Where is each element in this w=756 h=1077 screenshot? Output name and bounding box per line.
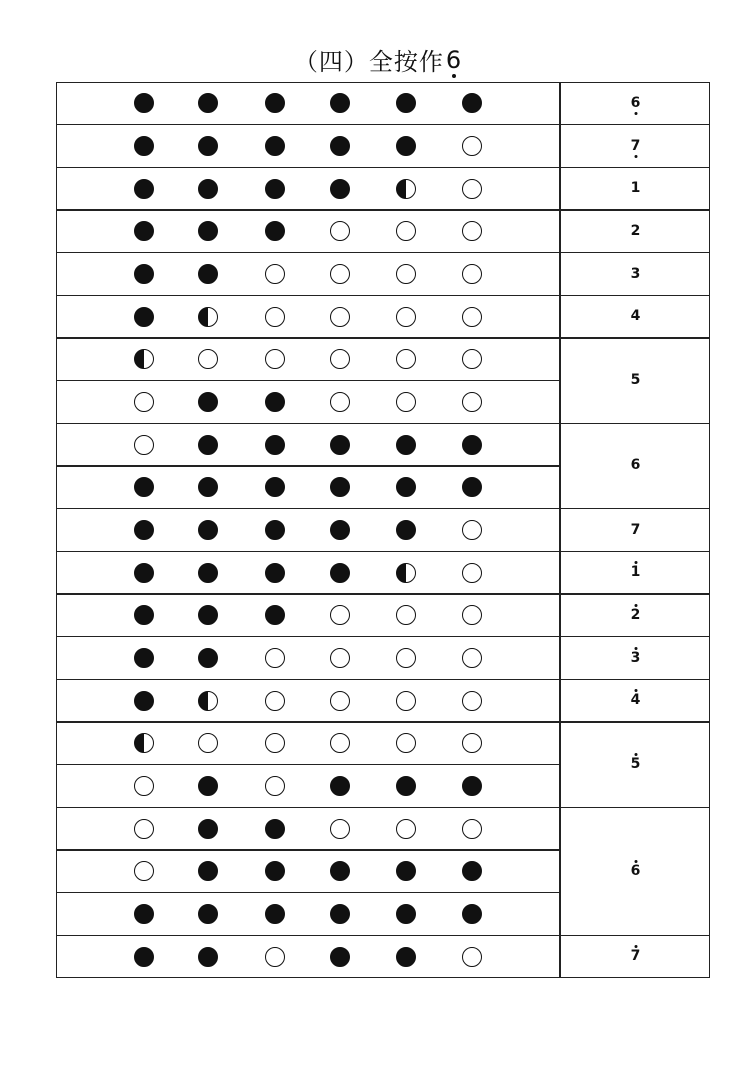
hole-open-icon	[462, 307, 482, 327]
hole-open-icon	[265, 264, 285, 284]
hole-closed-icon	[330, 136, 350, 156]
hole-closed-icon	[134, 520, 154, 540]
hole-closed-icon	[198, 93, 218, 113]
octave-dot	[634, 753, 637, 756]
note-text: 3	[630, 649, 641, 666]
hole-open-icon	[330, 648, 350, 668]
hole-closed-icon	[198, 563, 218, 583]
hole-open-icon	[462, 264, 482, 284]
hole-closed-icon	[330, 435, 350, 455]
hole-closed-icon	[198, 179, 218, 199]
hole-closed-icon	[134, 179, 154, 199]
hole-half-icon	[134, 349, 154, 369]
note-cell	[559, 167, 710, 210]
hole-closed-icon	[265, 179, 285, 199]
hole-closed-icon	[330, 179, 350, 199]
note-label	[631, 223, 641, 239]
hole-open-icon	[396, 733, 416, 753]
hole-closed-icon	[265, 819, 285, 839]
hole-open-icon	[462, 563, 482, 583]
fingering-row	[56, 466, 559, 509]
hole-open-icon	[265, 733, 285, 753]
note-label	[631, 522, 641, 538]
hole-open-icon	[330, 221, 350, 241]
hole-open-icon	[330, 392, 350, 412]
hole-closed-icon	[265, 605, 285, 625]
hole-closed-icon	[462, 861, 482, 881]
note-text: 4	[630, 308, 641, 325]
hole-closed-icon	[396, 520, 416, 540]
fingering-row	[56, 850, 559, 893]
note-label	[631, 948, 641, 964]
fingering-row	[56, 253, 559, 296]
hole-closed-icon	[462, 435, 482, 455]
hole-closed-icon	[134, 563, 154, 583]
hole-closed-icon	[134, 947, 154, 967]
fingering-row	[56, 551, 559, 594]
hole-closed-icon	[134, 648, 154, 668]
hole-open-icon	[330, 349, 350, 369]
hole-half-icon	[396, 563, 416, 583]
hole-closed-icon	[198, 605, 218, 625]
hole-closed-icon	[198, 904, 218, 924]
note-label	[631, 607, 641, 623]
note-text: 7	[630, 948, 641, 965]
note-text: 5	[630, 756, 641, 772]
title-note-dot	[452, 74, 456, 78]
octave-dot	[634, 647, 637, 650]
hole-closed-icon	[265, 477, 285, 497]
note-cell	[559, 722, 710, 807]
note-cell	[559, 82, 710, 125]
hole-closed-icon	[330, 520, 350, 540]
hole-closed-icon	[396, 904, 416, 924]
hole-open-icon	[396, 349, 416, 369]
fingering-row	[56, 167, 559, 210]
note-label	[631, 180, 641, 196]
fingering-chart	[56, 82, 710, 978]
hole-open-icon	[330, 733, 350, 753]
hole-closed-icon	[396, 947, 416, 967]
fingering-row	[56, 935, 559, 978]
hole-closed-icon	[396, 435, 416, 455]
hole-open-icon	[396, 648, 416, 668]
hole-closed-icon	[396, 776, 416, 796]
hole-closed-icon	[396, 477, 416, 497]
note-label	[631, 457, 641, 473]
note-cell	[559, 210, 710, 253]
octave-dot	[634, 604, 637, 607]
hole-closed-icon	[134, 264, 154, 284]
hole-open-icon	[330, 819, 350, 839]
hole-half-icon	[134, 733, 154, 753]
hole-closed-icon	[198, 776, 218, 796]
hole-closed-icon	[134, 477, 154, 497]
hole-closed-icon	[396, 136, 416, 156]
fingering-row	[56, 765, 559, 808]
hole-closed-icon	[134, 691, 154, 711]
hole-closed-icon	[330, 93, 350, 113]
note-text: 6	[630, 457, 641, 474]
hole-closed-icon	[198, 136, 218, 156]
octave-dot	[634, 112, 637, 115]
hole-open-icon	[330, 264, 350, 284]
hole-closed-icon	[198, 264, 218, 284]
note-text: 7	[630, 137, 641, 154]
hole-closed-icon	[462, 776, 482, 796]
title-note-label: 6	[445, 45, 463, 74]
note-text: 2	[630, 607, 641, 623]
note-text: 3	[630, 265, 641, 282]
fingering-row	[56, 295, 559, 338]
octave-dot	[634, 689, 637, 692]
hole-closed-icon	[134, 605, 154, 625]
hole-closed-icon	[198, 520, 218, 540]
note-label	[631, 138, 641, 154]
note-text: 1	[630, 564, 641, 581]
fingering-row	[56, 381, 559, 424]
fingering-row	[56, 679, 559, 722]
hole-open-icon	[462, 349, 482, 369]
note-cell	[559, 637, 710, 680]
fingering-row	[56, 210, 559, 253]
hole-closed-icon	[330, 776, 350, 796]
hole-closed-icon	[198, 819, 218, 839]
hole-closed-icon	[462, 93, 482, 113]
hole-open-icon	[396, 307, 416, 327]
hole-closed-icon	[330, 947, 350, 967]
hole-closed-icon	[198, 648, 218, 668]
hole-open-icon	[134, 435, 154, 455]
hole-closed-icon	[134, 136, 154, 156]
hole-closed-icon	[330, 861, 350, 881]
hole-open-icon	[462, 221, 482, 241]
hole-open-icon	[462, 136, 482, 156]
hole-open-icon	[462, 648, 482, 668]
hole-open-icon	[198, 349, 218, 369]
hole-closed-icon	[265, 93, 285, 113]
hole-closed-icon	[198, 947, 218, 967]
hole-open-icon	[396, 605, 416, 625]
note-label	[631, 863, 641, 879]
hole-closed-icon	[265, 520, 285, 540]
fingering-row	[56, 423, 559, 466]
note-cell	[559, 935, 710, 978]
hole-closed-icon	[462, 477, 482, 497]
hole-open-icon	[134, 861, 154, 881]
hole-half-icon	[198, 691, 218, 711]
hole-closed-icon	[134, 307, 154, 327]
note-label	[631, 564, 641, 580]
hole-open-icon	[396, 392, 416, 412]
note-cell	[559, 125, 710, 168]
hole-closed-icon	[265, 435, 285, 455]
hole-open-icon	[134, 819, 154, 839]
note-cell	[559, 594, 710, 637]
hole-open-icon	[198, 733, 218, 753]
note-label	[631, 95, 641, 111]
octave-dot	[634, 561, 637, 564]
hole-open-icon	[462, 392, 482, 412]
hole-open-icon	[462, 520, 482, 540]
hole-open-icon	[134, 392, 154, 412]
hole-closed-icon	[265, 136, 285, 156]
octave-dot	[634, 155, 637, 158]
note-label	[631, 650, 641, 666]
hole-open-icon	[462, 605, 482, 625]
note-text: 2	[630, 223, 641, 239]
hole-open-icon	[396, 221, 416, 241]
note-cell	[559, 551, 710, 594]
hole-closed-icon	[265, 861, 285, 881]
page-title	[0, 42, 756, 78]
hole-closed-icon	[198, 392, 218, 412]
note-cell	[559, 679, 710, 722]
note-cell	[559, 423, 710, 508]
title-note	[446, 46, 462, 74]
hole-closed-icon	[265, 563, 285, 583]
hole-open-icon	[265, 691, 285, 711]
hole-closed-icon	[462, 904, 482, 924]
hole-closed-icon	[198, 221, 218, 241]
hole-closed-icon	[330, 563, 350, 583]
note-cell	[559, 253, 710, 296]
fingering-row	[56, 807, 559, 850]
fingering-row	[56, 509, 559, 552]
hole-open-icon	[462, 819, 482, 839]
hole-half-icon	[396, 179, 416, 199]
hole-closed-icon	[198, 477, 218, 497]
octave-dot	[634, 945, 637, 948]
fingering-row	[56, 594, 559, 637]
hole-open-icon	[396, 819, 416, 839]
title-prefix: （四）全按作	[293, 48, 444, 76]
note-cell	[559, 295, 710, 338]
hole-closed-icon	[134, 221, 154, 241]
note-text: 1	[630, 180, 641, 197]
hole-closed-icon	[265, 392, 285, 412]
hole-open-icon	[265, 648, 285, 668]
hole-open-icon	[265, 349, 285, 369]
fingering-row	[56, 82, 559, 125]
hole-open-icon	[462, 947, 482, 967]
hole-closed-icon	[330, 904, 350, 924]
hole-open-icon	[265, 776, 285, 796]
hole-open-icon	[462, 691, 482, 711]
hole-closed-icon	[265, 904, 285, 924]
hole-closed-icon	[330, 477, 350, 497]
hole-open-icon	[396, 264, 416, 284]
hole-closed-icon	[396, 861, 416, 881]
note-text: 7	[630, 521, 641, 538]
note-label	[631, 756, 641, 772]
fingering-row	[56, 893, 559, 936]
note-text: 4	[630, 692, 641, 709]
hole-closed-icon	[198, 435, 218, 455]
hole-open-icon	[462, 179, 482, 199]
note-text: 6	[630, 95, 641, 111]
hole-open-icon	[265, 947, 285, 967]
note-label	[631, 308, 641, 324]
note-cell	[559, 338, 710, 423]
hole-open-icon	[462, 733, 482, 753]
hole-open-icon	[134, 776, 154, 796]
fingering-row	[56, 338, 559, 381]
note-cell	[559, 807, 710, 935]
note-cell	[559, 509, 710, 552]
fingering-row	[56, 637, 559, 680]
note-text: 5	[630, 372, 641, 388]
hole-open-icon	[330, 691, 350, 711]
hole-half-icon	[198, 307, 218, 327]
hole-closed-icon	[396, 93, 416, 113]
note-text: 6	[630, 863, 641, 880]
hole-closed-icon	[134, 93, 154, 113]
hole-closed-icon	[134, 904, 154, 924]
hole-open-icon	[330, 605, 350, 625]
octave-dot	[634, 860, 637, 863]
fingering-row	[56, 722, 559, 765]
hole-closed-icon	[265, 221, 285, 241]
note-label	[631, 692, 641, 708]
note-label	[631, 266, 641, 282]
hole-open-icon	[396, 691, 416, 711]
fingering-row	[56, 125, 559, 168]
hole-open-icon	[330, 307, 350, 327]
hole-open-icon	[265, 307, 285, 327]
note-label	[631, 372, 641, 388]
hole-closed-icon	[198, 861, 218, 881]
